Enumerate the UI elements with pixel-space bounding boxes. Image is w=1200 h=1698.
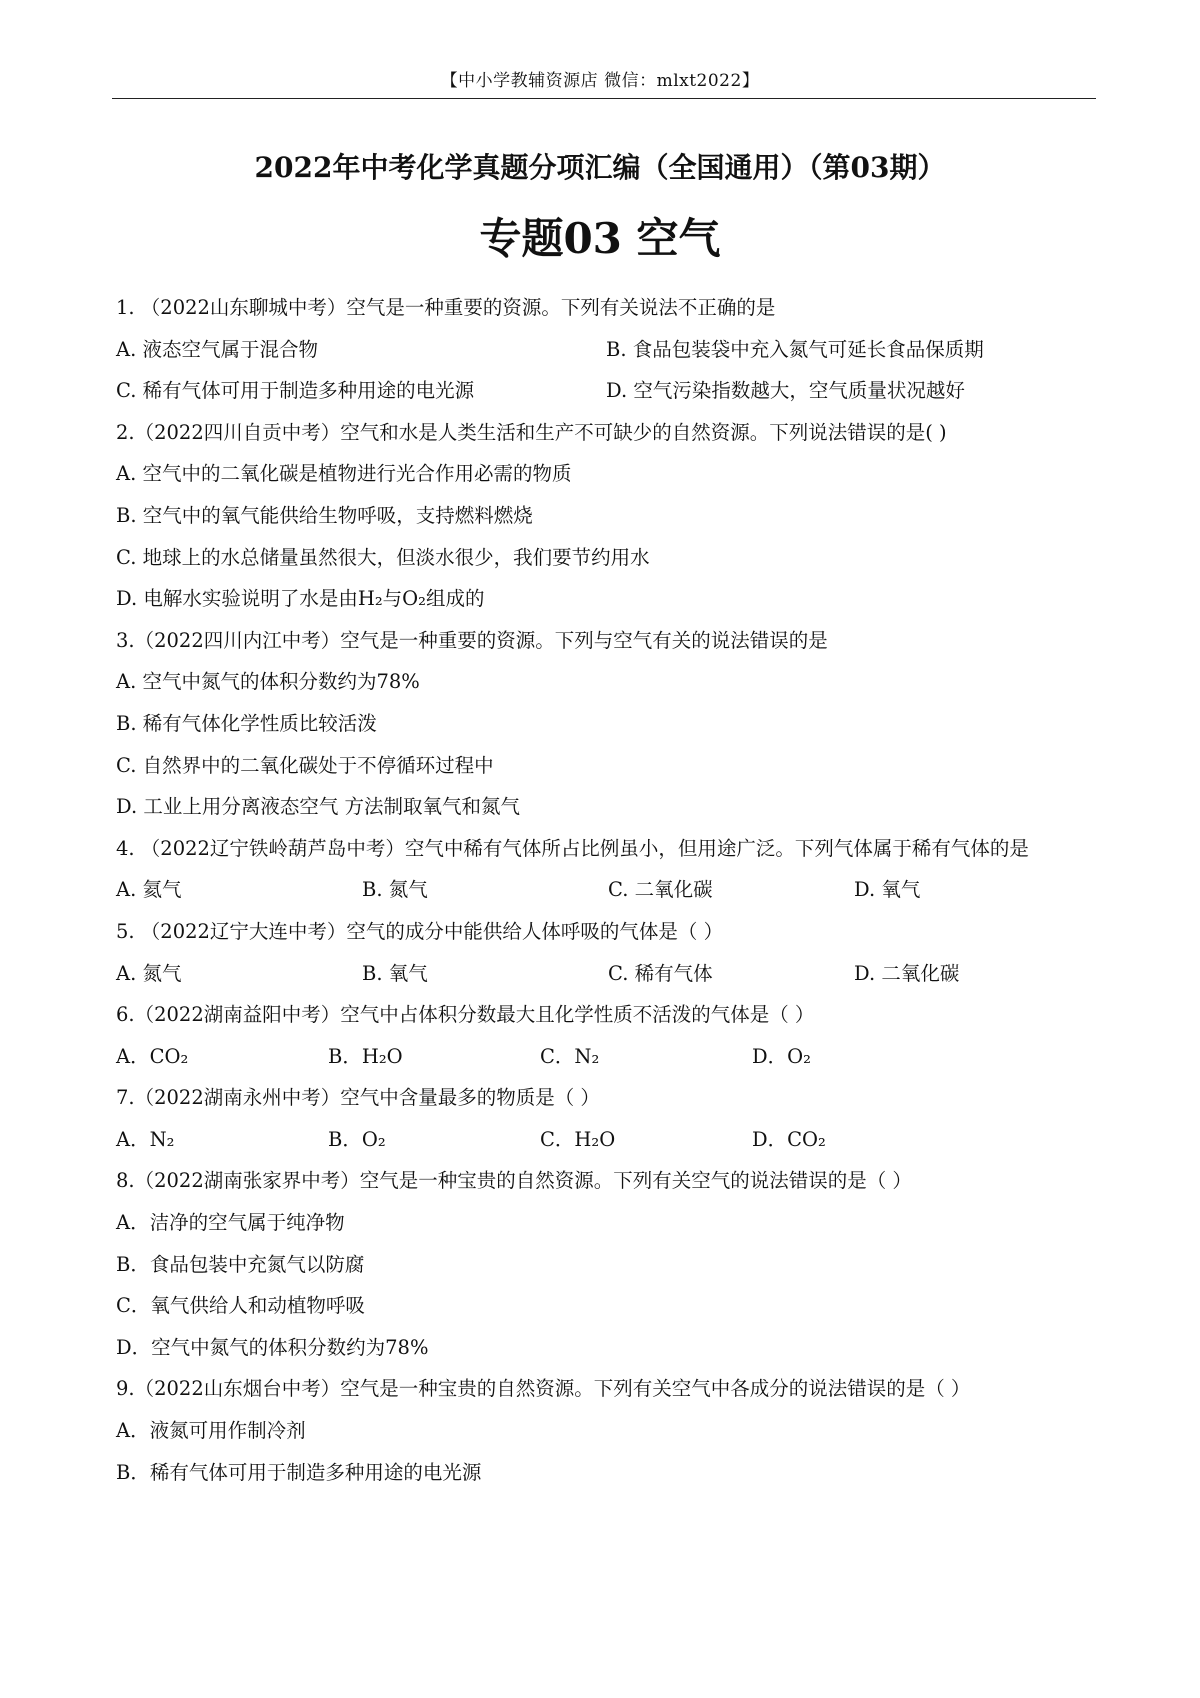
question-9 [116,1368,1096,1493]
option-b: B．稀有气体可用于制造多种用途的电光源 [116,1460,482,1484]
option-c: C. 稀有气体 [608,961,713,985]
option-d: D．空气中氮气的体积分数约为78% [116,1335,429,1359]
question-6 [116,994,1096,1077]
question-stem: 5. （2022辽宁大连中考）空气的成分中能供给人体呼吸的气体是（ ） [116,919,724,943]
question-3 [116,620,1096,828]
option-c: C．N₂ [540,1044,600,1068]
option-b: B. 氮气 [362,878,428,902]
option-a: A. 氮气 [116,961,182,985]
question-stem: 8.（2022湖南张家界中考）空气是一种宝贵的自然资源。下列有关空气的说法错误的是（ ） [116,1169,912,1193]
option-b: B．H₂O [328,1044,403,1068]
option-b: B. 食品包装袋中充入氮气可延长食品保质期 [606,337,984,361]
option-c: C．H₂O [540,1127,616,1151]
option-a: A．CO₂ [116,1044,189,1068]
topic-title: 专题03 空气 [479,214,721,263]
options-row [116,1119,1096,1161]
option-a: A．洁净的空气属于纯净物 [116,1211,345,1235]
document-title: 2022年中考化学真题分项汇编（全国通用）（第03期） [254,151,946,184]
option-c: C. 二氧化碳 [608,878,713,902]
option-a: A. 液态空气属于混合物 [116,337,318,361]
question-8 [116,1160,1096,1368]
options-row [116,869,1096,911]
question-2 [116,412,1096,620]
option-d: D. 工业上用分离液态空气 方法制取氧气和氮气 [116,795,521,819]
option-c: C．氧气供给人和动植物呼吸 [116,1294,365,1318]
question-stem: 3.（2022四川内江中考）空气是一种重要的资源。下列与空气有关的说法错误的是 [116,628,828,652]
option-b: B. 空气中的氧气能供给生物呼吸，支持燃料燃烧 [116,503,533,527]
question-4 [116,828,1096,911]
options-row [116,1036,1096,1078]
option-c: C. 自然界中的二氧化碳处于不停循环过程中 [116,753,494,777]
question-stem: 9.（2022山东烟台中考）空气是一种宝贵的自然资源。下列有关空气中各成分的说法错误的是（ ） [116,1377,971,1401]
question-7 [116,1077,1096,1160]
option-d: D．CO₂ [752,1127,826,1151]
option-d: D. 氧气 [854,878,921,902]
option-a: A．液氮可用作制冷剂 [116,1419,306,1443]
question-stem: 2.（2022四川自贡中考）空气和水是人类生活和生产不可缺少的自然资源。下列说法错误的是( ) [116,420,947,444]
page-header: 【中小学教辅资源店 微信：mlxt2022】 [440,71,760,91]
option-a: A. 空气中氮气的体积分数约为78% [116,670,420,694]
options-row [116,329,1096,371]
options-row [116,953,1096,995]
option-a: A．N₂ [116,1127,175,1151]
option-b: B. 氧气 [362,961,428,985]
option-c: C. 稀有气体可用于制造多种用途的电光源 [116,379,475,403]
question-stem: 7.（2022湖南永州中考）空气中含量最多的物质是（ ） [116,1086,600,1110]
option-b: B. 稀有气体化学性质比较活泼 [116,711,377,735]
option-a: A. 空气中的二氧化碳是植物进行光合作用必需的物质 [116,462,572,486]
option-a: A. 氦气 [116,878,182,902]
option-c: C. 地球上的水总储量虽然很大，但淡水很少，我们要节约用水 [116,545,650,569]
question-stem: 6.（2022湖南益阳中考）空气中占体积分数最大且化学性质不活泼的气体是（ ） [116,1003,815,1027]
question-stem: 1. （2022山东聊城中考）空气是一种重要的资源。下列有关说法不正确的是 [116,296,776,319]
header-divider [112,98,1096,99]
question-list [116,287,1096,1493]
option-b: B．食品包装中充氮气以防腐 [116,1252,365,1276]
option-d: D. 电解水实验说明了水是由H₂与O₂组成的 [116,587,485,611]
option-d: D．O₂ [752,1044,811,1068]
question-5 [116,911,1096,994]
option-d: D. 空气污染指数越大，空气质量状况越好 [606,379,965,403]
option-d: D. 二氧化碳 [854,961,960,985]
options-row [116,370,1096,412]
question-1 [116,287,1096,412]
question-stem: 4. （2022辽宁铁岭葫芦岛中考）空气中稀有气体所占比例虽小，但用途广泛。下列气体属于稀有气体的是 [116,836,1029,860]
option-b: B．O₂ [328,1127,386,1151]
